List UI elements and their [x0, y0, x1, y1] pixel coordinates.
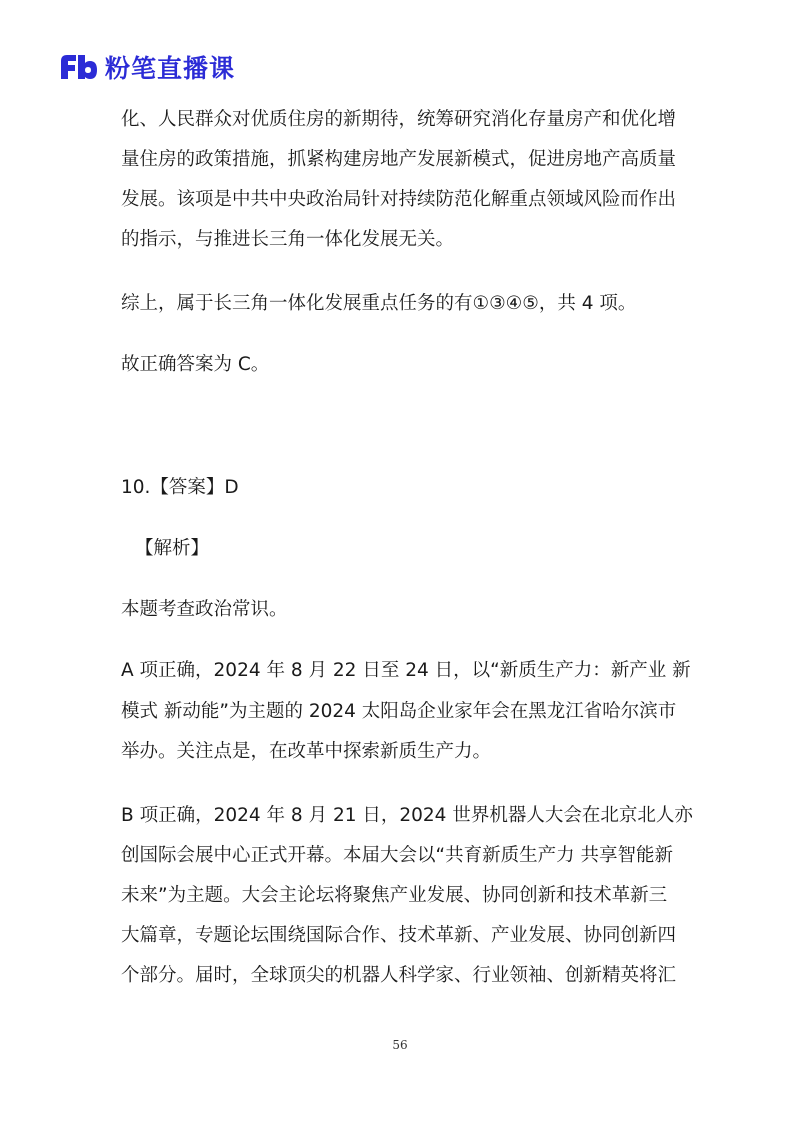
- body-line: 发展。该项是中共中央政治局针对持续防范化解重点领域风险而作出: [121, 189, 677, 210]
- analysis-heading: 【解析】: [135, 538, 210, 559]
- body-line: 的指示，与推进长三角一体化发展无关。: [121, 229, 455, 250]
- option-a-line: 举办。关注点是，在改革中探索新质生产力。: [121, 741, 492, 762]
- question-answer-heading: 10.【答案】D: [121, 477, 239, 498]
- option-a-line: 模式 新动能”为主题的 2024 太阳岛企业家年会在黑龙江省哈尔滨市: [121, 701, 677, 722]
- brand-name: 粉笔直播课: [105, 54, 236, 83]
- page-number: 56: [392, 1038, 408, 1052]
- option-b-line: 未来”为主题。大会主论坛将聚焦产业发展、协同创新和技术革新三: [121, 885, 668, 906]
- option-a-line: A 项正确，2024 年 8 月 22 日至 24 日，以“新质生产力：新产业 新: [121, 660, 691, 681]
- option-b-line: 创国际会展中心正式开幕。本届大会以“共育新质生产力 共享智能新: [121, 845, 673, 866]
- fb-logo-icon: [57, 52, 99, 82]
- page-header: [57, 49, 235, 85]
- body-line: 化、人民群众对优质住房的新期待，统筹研究消化存量房产和优化增: [121, 109, 677, 130]
- summary-line: 综上，属于长三角一体化发展重点任务的有①③④⑤，共 4 项。: [121, 293, 637, 314]
- body-line: 量住房的政策措施，抓紧构建房地产发展新模式，促进房地产高质量: [121, 149, 677, 170]
- body-line: 本题考查政治常识。: [121, 599, 288, 620]
- option-b-line: 大篇章，专题论坛围绕国际合作、技术革新、产业发展、协同创新四: [121, 925, 677, 946]
- answer-line: 故正确答案为 C。: [121, 354, 270, 375]
- option-b-line: 个部分。届时，全球顶尖的机器人科学家、行业领袖、创新精英将汇: [121, 965, 677, 986]
- option-b-line: B 项正确，2024 年 8 月 21 日，2024 世界机器人大会在北京北人亦: [121, 805, 693, 826]
